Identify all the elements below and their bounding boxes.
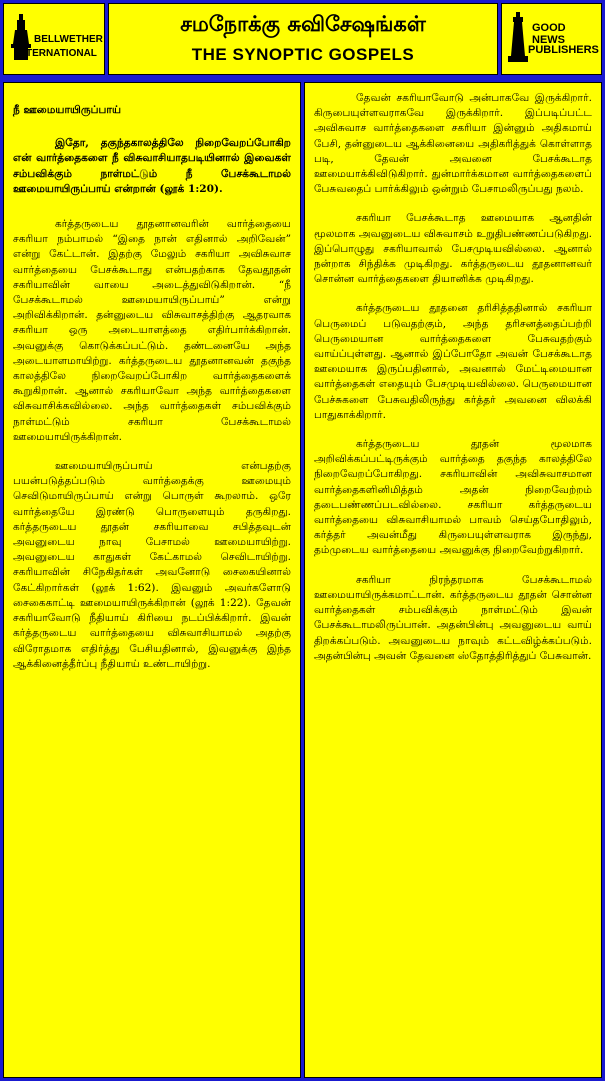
paragraph: கர்த்தருடைய தூதனானவரின் வார்த்தையை சகரியா நம்பாமல் “இதை நான் எதினால் அறிவேன்” என்று கேட்டான். இதற்கு மேலும் சகரியா அவிசுவாச வார்த்தையை பேசக்கூடாது என்பதற்காக தேவதூதன் சகரியாவின் வாயை அடைத்துவிடுகிறான். “நீ பேசக்கூடாமல் ஊமையாயிருப்பாய்” என்று அறிவிக்கிறான். தன்னுடைய விசுவாசத்திற்கு ஆதரவாக சகரியா ஒரு அடையாளத்தை எதிர்பார்க்கிறான். அவனுக்கு கொடுக்கப்பட்டும். தண்டனையே அந்த அடையாளமாயிற்று. கர்த்தருடைய தூதனானவன் தகுந்த காலத்திலே நிறைவேறப்போகிற வார்த்தைகளைக் கூறுகிறான். ஆனால் சகரியாவோ அந்த வார்த்தைகளை விசுவாசிக்கவில்லை. அந்த வார்த்தைகள் சம்பவிக்கும் நாள்மட்டும் சகரியா பேசக்கூடாமல் ஊமையாயிருக்கிறான். — [13, 218, 291, 443]
good-news-logo — [501, 3, 602, 75]
paragraph: கர்த்தருடைய தூதனை தரிசித்ததினால் சகரியா பெருமைப் படுவதற்கும், அந்த தரிசனத்தைப்பற்றி பெருமையான வார்த்தைகளை பேசுவதற்கும் வாய்ப்புள்ளது. ஆனால் இப்போதோ அவன் பேசக்கூடாத ஊமையாக இருப்பதினால், அவனால் மேட்டிமையான வார்த்தைகள் எதையும் பேசமுடியவில்லை. பெருமையான பேச்சுகளை பேசுவதிலிருந்து கர்த்தர் அவனை விலக்கி பாதுகாக்கிறார். — [314, 302, 592, 421]
right-column — [304, 82, 602, 1078]
right-logo-line2: PUBLISHERS — [528, 44, 599, 56]
left-logo-line1: BELLWETHER — [34, 34, 103, 45]
section-heading: நீ ஊமையாயிருப்பாய் — [13, 104, 122, 116]
paragraph: சகரியா பேசக்கூடாத ஊமையாக ஆனதின் மூலமாக அவனுடைய விசுவாசம் உறுதிபண்ணப்படுகிறது. இப்பொழுது சகரியாவால் பேசமுடியவில்லை. ஆனால் நன்றாக சிந்திக்க முடிகிறது. கர்த்தருடைய தூதனானவர் சொன்ன வார்த்தைகளை தியானிக்க முடிகிறது. — [314, 212, 592, 286]
right-logo-line1: GOOD NEWS — [532, 22, 566, 46]
bellwether-logo — [3, 3, 105, 75]
paragraph: கர்த்தருடைய தூதன் மூலமாக அறிவிக்கப்பட்டிருக்கும் வார்த்தை தகுந்த காலத்திலே நிறைவேறப்போகிறது. சகரியாவின் அவிசுவாசமான வார்த்தைகளினிமித்தம் அதன் நிறைவேற்றம் தடைபண்ணப்படவில்லை. சகரியா கர்த்தருடைய வார்த்தையை விசுவாசியாமல் பாவம் செய்தபோதிலும், கர்த்தர் அவன்மீது கிருபையுள்ளவராக இருந்து, தம்முடைய வார்த்தையை அவனுக்கு நிறைவேற்றுகிறார். — [314, 438, 592, 557]
paragraph: ஊமையாயிருப்பாய் என்பதற்கு பயன்படுத்தப்படும் வார்த்தைக்கு ஊமையும் செவிடுமாயிருப்பாய் என்று பொருள் கூறலாம். ஒரே வார்த்தையே இரண்டு பொருளையும் தருகிறது. கர்த்தருடைய தூதன் சகரியாவை சபித்தவுடன் அவனுடைய நாவு பேசாமல் ஊமையாயிற்று. அவனுடைய காதுகள் கேட்காமல் செவிடாயிற்று. சகரியாவின் சிநேகிதர்கள் அவனோடு சைகையினால் கேட்கிறார்கள் (லூக் 1:62). இவனும் அவர்களோடு சைகைகாட்டி ஊமையாயிருக்கிறான் (லூக் 1:22). தேவன் சகரியாவோடு நீதியாய் கிரியை நடப்பிக்கிறார். இவன் கர்த்தருடைய வார்த்தையை விசுவாசியாமல் அதற்கு விரோதமாக எதிர்த்து பேசியதினால், இவனுக்கு இந்த ஆக்கினைத்தீர்ப்பு நீதியாய் உண்டாயிற்று. — [13, 460, 291, 670]
paragraph: தேவன் சகரியாவோடு அன்பாகவே இருக்கிறார். கிருபையுள்ளவராகவே இருக்கிறார். இப்படிப்பட்ட அவிசுவாச வார்த்தைகளை சகரியா இன்னும் அதிகமாய் பேசி, தன்னுடைய ஆக்கினையை அதிகரித்துக் கொள்ளாத படி, தேவன் அவனை பேசக்கூடாத ஊமையாக்கிவிடுகிறார். துன்மார்க்கமான வார்த்தைகளைப் பேசுவதைப் பார்க்கிலும் ஒன்றும் பேசாமலிருப்பது நலம். — [314, 92, 592, 196]
scripture-verse: இதோ, தகுந்தகாலத்திலே நிறைவேறப்போகிற என் வார்த்தைகளை நீ விசுவாசியாதபடியினால் இவைகள் சம்பவிக்கும் நாள்மட்டும் நீ பேசக்கூடாமல் ஊமையாயிருப்பாய் என்றான் (லூக் 1:20). — [13, 137, 291, 195]
paragraph: சகரியா நிரந்தரமாக பேசக்கூடாமல் ஊமையாயிருக்கமாட்டான். கர்த்தருடைய தூதன் சொன்ன வார்த்தைகள் சம்பவிக்கும் நாள்மட்டும் இவன் பேசக்கூடாமலிருப்பான். அதன்பின்பு அவனுடைய வாய் திறக்கப்படும். அவனுடைய நாவும் கட்டவிழ்க்கப்படும். அதன்பின்பு அவன் தேவனை ஸ்தோத்திரித்துப் பேசுவான். — [314, 573, 592, 662]
title-english: THE SYNOPTIC GOSPELS — [191, 45, 415, 64]
page-header — [0, 0, 605, 80]
title-tamil: சமநோக்கு சுவிசேஷங்கள் — [180, 12, 426, 36]
lighthouse-icon — [507, 12, 529, 62]
left-logo-line2: INTERNATIONAL — [16, 48, 97, 59]
title-box — [108, 3, 498, 75]
left-column — [3, 82, 301, 1078]
